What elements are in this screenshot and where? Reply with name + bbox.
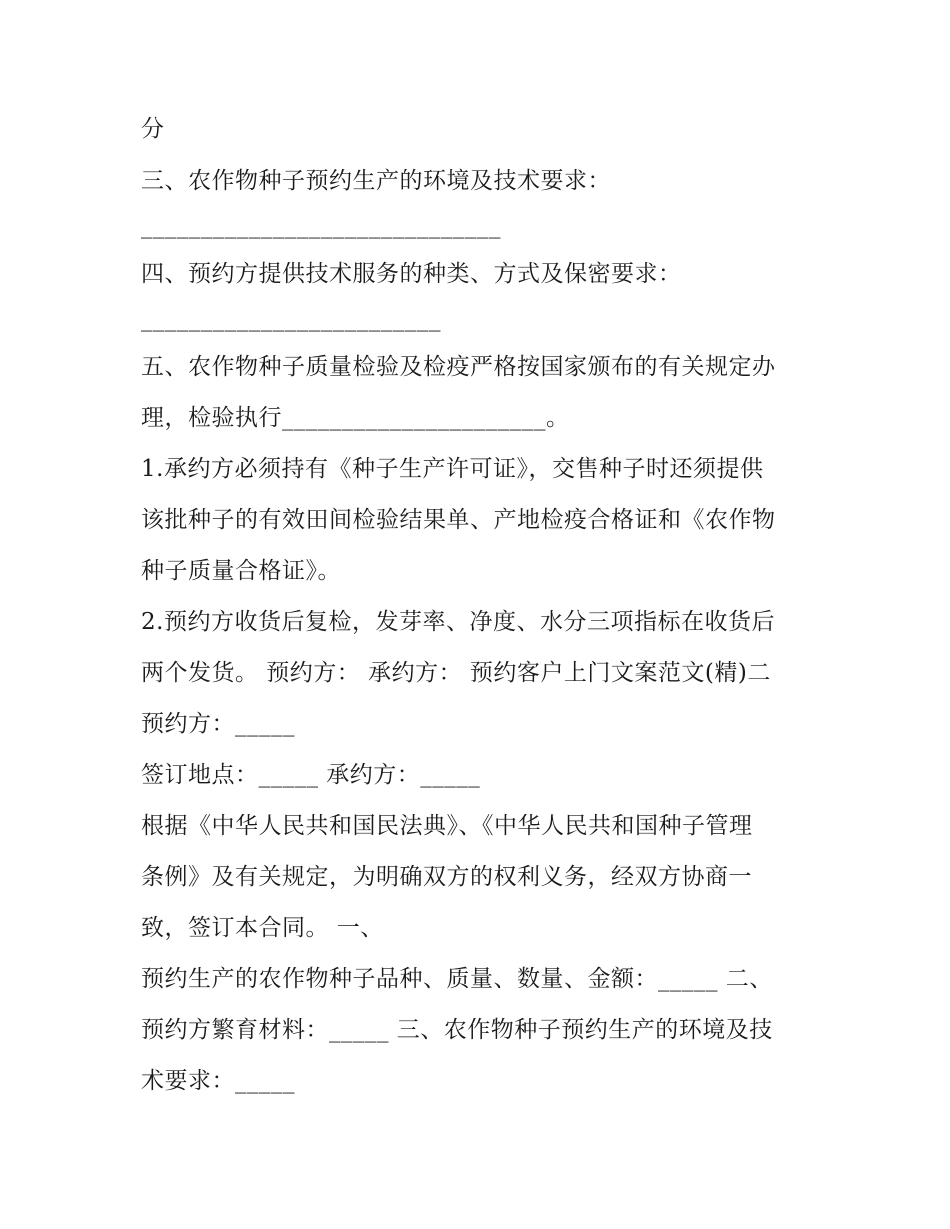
text-line: 根据《中华人民共和国民法典》、《中华人民共和国种子管理: [141, 813, 753, 839]
text-line: 种子质量合格证》。: [141, 558, 341, 584]
text-line: 术要求：_____: [141, 1068, 295, 1094]
text-line: 分: [141, 116, 165, 142]
blank-line: _________________________: [141, 306, 441, 332]
text-line: 预约方：_____: [141, 711, 295, 737]
blank-line: ______________________________: [141, 213, 501, 239]
text-line: 签订地点：_____ 承约方：_____: [141, 762, 481, 788]
text-line: 预约方繁育材料：_____ 三、农作物种子预约生产的环境及技: [141, 1017, 773, 1043]
text-line: 理，检验执行______________________。: [141, 405, 570, 431]
text-line: 四、预约方提供技术服务的种类、方式及保密要求：: [141, 261, 682, 287]
text-line: 预约生产的农作物种子品种、质量、数量、金额：_____ 二、: [141, 966, 773, 992]
text-line: 致，签订本合同。 一、: [141, 915, 384, 941]
text-line: 1.承约方必须持有《种子生产许可证》，交售种子时还须提供: [141, 456, 764, 482]
text-line: 三、农作物种子预约生产的环境及技术要求：: [141, 168, 611, 194]
text-line: 该批种子的有效田间检验结果单、产地检疫合格证和《农作物: [141, 507, 776, 533]
text-line: 五、农作物种子质量检验及检疫严格按国家颁布的有关规定办: [141, 354, 776, 380]
text-line: 条例》及有关规定，为明确双方的权利义务，经双方协商一: [141, 864, 752, 890]
text-line: 两个发货。 预约方： 承约方： 预约客户上门文案范文(精)二: [141, 660, 771, 686]
text-line: 2.预约方收货后复检，发芽率、净度、水分三项指标在收货后: [141, 609, 775, 635]
